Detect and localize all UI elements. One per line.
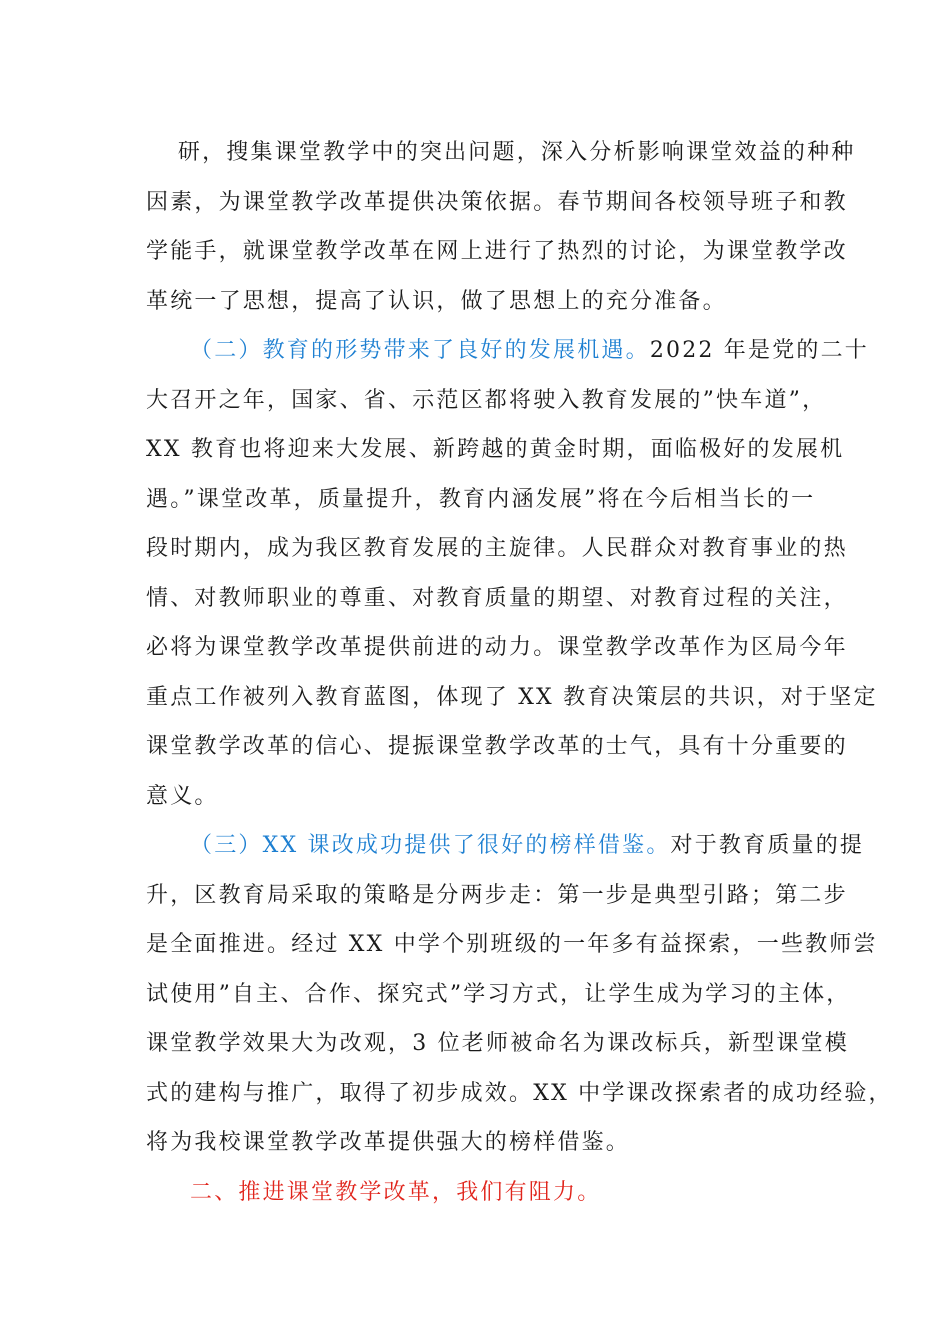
- paragraph-reform-example: [146, 821, 893, 1168]
- text-line: 升，区教育局采取的策略是分两步走：第一步是典型引路；第二步: [146, 882, 848, 908]
- paragraph-continuation: [146, 128, 856, 326]
- text-line: 试使用”自主、合作、探究式”学习方式，让学生成为学习的主体，: [146, 981, 851, 1007]
- text-line: 段时期内，成为我区教育发展的主旋律。人民群众对教育事业的热: [146, 536, 848, 561]
- text-line: XX 教育也将迎来大发展、新跨越的黄金时期，面临极好的发展机: [146, 437, 845, 462]
- text-line: 将为我校课堂教学改革提供强大的榜样借鉴。: [146, 1130, 631, 1155]
- text-line: 是全面推进。经过 XX 中学个别班级的一年多有益探索，一些教师尝: [146, 932, 878, 957]
- subheading-3: （三）XX 课改成功提供了很好的榜样借鉴。: [190, 833, 671, 858]
- text-line: 意义。: [146, 783, 219, 809]
- paragraph-development-opportunity: [146, 326, 878, 821]
- text-line: 课堂教学效果大为改观，3 位老师被命名为课改标兵，新型课堂模: [146, 1031, 849, 1056]
- text-line: [146, 326, 869, 376]
- document-body: [146, 128, 893, 1217]
- section-heading: [146, 1168, 814, 1218]
- section-heading-text: 二、推进课堂教学改革，我们有阻力。: [190, 1179, 602, 1205]
- text-line: 遇。”课堂改革，质量提升，教育内涵发展”将在今后相当长的一: [146, 486, 816, 512]
- text-line: 情、对教师职业的尊重、对教育质量的期望、对教育过程的关注，: [146, 585, 848, 611]
- text-line: [146, 821, 865, 871]
- text-line: 因素，为课堂教学改革提供决策依据。春节期间各校领导班子和教: [146, 189, 848, 215]
- text-line: 重点工作被列入教育蓝图，体现了 XX 教育决策层的共识，对于坚定: [146, 684, 878, 710]
- text-line: 课堂教学改革的信心、提振课堂教学改革的士气，具有十分重要的: [146, 734, 848, 759]
- text-line: 研，搜集课堂教学中的突出问题，深入分析影响课堂效益的种种: [177, 140, 856, 165]
- text-line: 必将为课堂教学改革提供前进的动力。课堂教学改革作为区局今年: [146, 635, 848, 660]
- text-fragment: 2022 年是党的二十: [649, 338, 869, 363]
- text-line: 学能手，就课堂教学改革在网上进行了热烈的讨论，为课堂教学改: [146, 239, 848, 264]
- text-line: 大召开之年，国家、省、示范区都将驶入教育发展的”快车道”，: [146, 387, 827, 413]
- subheading-2: （二）教育的形势带来了良好的发展机遇。: [190, 338, 650, 363]
- text-line: 式的建构与推广，取得了初步成效。XX 中学课改探索者的成功经验，: [146, 1080, 893, 1106]
- text-fragment: 对于教育质量的提: [670, 833, 865, 858]
- text-line: 革统一了思想，提高了认识，做了思想上的充分准备。: [146, 288, 727, 314]
